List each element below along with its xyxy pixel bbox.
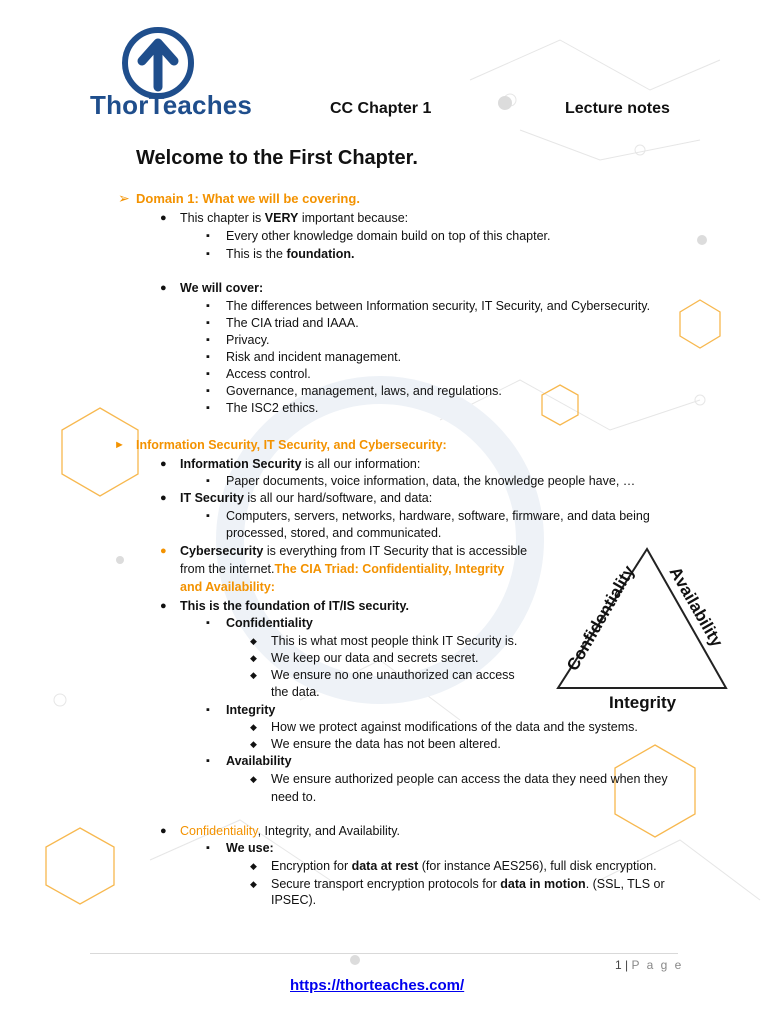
diamond-bullet-icon: ◆ bbox=[250, 722, 257, 732]
diamond-bullet-icon: ◆ bbox=[250, 774, 257, 784]
list-item-cont: need to. bbox=[271, 790, 317, 804]
diamond-bullet-icon: ◆ bbox=[250, 739, 257, 749]
bullet-icon: ● bbox=[160, 458, 167, 470]
square-bullet-icon: ▪ bbox=[206, 368, 210, 380]
cyber-line2: from the internet.The CIA Triad: Confidentiality, Integrity bbox=[180, 562, 505, 576]
square-bullet-icon: ▪ bbox=[206, 402, 210, 414]
bullet-icon: ● bbox=[160, 825, 167, 837]
square-bullet-icon: ▪ bbox=[206, 300, 210, 312]
section2-heading: Information Security, IT Security, and Cybersecurity: bbox=[136, 438, 447, 452]
diamond-bullet-icon: ◆ bbox=[250, 670, 257, 680]
cover-label: We will cover: bbox=[180, 281, 264, 295]
list-item: We ensure no one unauthorized can access bbox=[271, 668, 515, 682]
triangle-label-integrity: Integrity bbox=[609, 693, 677, 712]
square-bullet-icon: ▪ bbox=[206, 842, 210, 854]
cia-heading-cont: and Availability: bbox=[180, 580, 275, 594]
square-bullet-icon: ▪ bbox=[206, 510, 210, 522]
list-item: We ensure the data has not been altered. bbox=[271, 737, 501, 751]
list-item: Paper documents, voice information, data, the knowledge people have, … bbox=[226, 474, 636, 488]
diamond-bullet-icon: ◆ bbox=[250, 879, 257, 889]
cover-list-item: Governance, management, laws, and regulations. bbox=[226, 384, 502, 398]
cover-list-item: The differences between Information security, IT Security, and Cybersecurity. bbox=[226, 299, 651, 313]
square-bullet-icon: ▪ bbox=[206, 334, 210, 346]
list-item: Encryption for data at rest (for instance AES256), full disk encryption. bbox=[271, 859, 657, 873]
square-bullet-icon: ▪ bbox=[206, 755, 210, 767]
list-item: We keep our data and secrets secret. bbox=[271, 651, 479, 665]
infosec-line: Information Security is all our information: bbox=[180, 457, 421, 471]
list-item: This is what most people think IT Security is. bbox=[271, 634, 518, 648]
int-label: Integrity bbox=[226, 703, 276, 717]
square-bullet-icon: ▪ bbox=[206, 317, 210, 329]
chapter-label: CC Chapter 1 bbox=[330, 100, 432, 117]
square-bullet-icon: ▪ bbox=[206, 385, 210, 397]
bullet-icon: ● bbox=[160, 212, 167, 224]
logo-text: ThorTeaches bbox=[90, 90, 253, 120]
bullet-icon: ● bbox=[160, 282, 167, 294]
list-item-cont: the data. bbox=[271, 685, 320, 699]
list-item-cont: IPSEC). bbox=[271, 893, 317, 907]
itsec-line: IT Security is all our hard/software, and data: bbox=[180, 491, 433, 505]
page-number: 1 | P a g e bbox=[615, 958, 684, 972]
list-item: We ensure authorized people can access the data they need when they bbox=[271, 772, 668, 786]
bullet-icon: ● bbox=[160, 600, 167, 612]
cyber-line: Cybersecurity is everything from IT Security that is accessible bbox=[180, 544, 528, 558]
lecture-notes-label: Lecture notes bbox=[565, 100, 670, 117]
diamond-bullet-icon: ◆ bbox=[250, 653, 257, 663]
website-link[interactable]: https://thorteaches.com/ bbox=[290, 977, 465, 994]
conf-label: Confidentiality bbox=[226, 616, 313, 630]
diamond-bullet-icon: ◆ bbox=[250, 861, 257, 871]
list-item: Every other knowledge domain build on top of this chapter. bbox=[226, 229, 551, 243]
cia-line: Confidentiality, Integrity, and Availability. bbox=[180, 824, 401, 838]
square-bullet-icon: ▪ bbox=[206, 351, 210, 363]
square-bullet-icon: ▪ bbox=[206, 475, 210, 487]
we-use-label: We use: bbox=[226, 841, 274, 855]
list-item: How we protect against modifications of the data and the systems. bbox=[271, 720, 638, 734]
list-item-cont: processed, stored, and communicated. bbox=[226, 526, 442, 540]
foundation-line: This is the foundation of IT/IS security. bbox=[180, 599, 409, 613]
square-bullet-icon: ▪ bbox=[206, 617, 210, 629]
square-bullet-icon: ▪ bbox=[206, 230, 210, 242]
important-line: This chapter is VERY important because: bbox=[180, 211, 409, 225]
list-item: Computers, servers, networks, hardware, software, firmware, and data being bbox=[226, 509, 650, 523]
cover-list-item: Access control. bbox=[226, 367, 311, 381]
cia-triangle-diagram bbox=[545, 545, 735, 715]
avail-label: Availability bbox=[226, 754, 292, 768]
cover-list-item: Risk and incident management. bbox=[226, 350, 402, 364]
footer-divider bbox=[90, 953, 678, 954]
triangle-label-confidentiality: Confidentiality bbox=[563, 562, 639, 674]
arrow-bullet-icon: ➢ bbox=[118, 190, 130, 206]
cover-list-item: The ISC2 ethics. bbox=[226, 401, 319, 415]
triangle-bullet-icon: ► bbox=[114, 439, 125, 451]
triangle-label-availability: Availability bbox=[665, 563, 727, 651]
domain1-heading: Domain 1: What we will be covering. bbox=[136, 191, 360, 206]
square-bullet-icon: ▪ bbox=[206, 704, 210, 716]
page-title: Welcome to the First Chapter. bbox=[136, 147, 418, 169]
cover-list-item: The CIA triad and IAAA. bbox=[226, 316, 359, 330]
diamond-bullet-icon: ◆ bbox=[250, 636, 257, 646]
bullet-icon: ● bbox=[160, 492, 167, 504]
list-item: Secure transport encryption protocols for data in motion. (SSL, TLS or bbox=[271, 877, 665, 891]
bullet-icon: ● bbox=[160, 545, 167, 557]
square-bullet-icon: ▪ bbox=[206, 248, 210, 260]
cover-list-item: Privacy. bbox=[226, 333, 270, 347]
list-item: This is the foundation. bbox=[226, 247, 355, 261]
